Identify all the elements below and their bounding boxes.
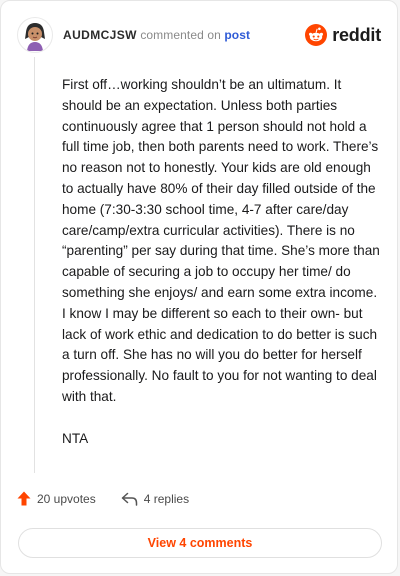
comment-header	[17, 15, 381, 55]
user-avatar-icon[interactable]	[17, 17, 53, 53]
reddit-wordmark: reddit	[332, 24, 381, 45]
upvote-arrow-icon	[17, 491, 31, 506]
comment-body	[62, 75, 382, 471]
replies-button[interactable]	[121, 492, 189, 506]
comment-meta	[63, 28, 250, 42]
comment-paragraph-1: First off…working shouldn’t be an ultimatum. It should be an expectation. Unless both parties continuously agree that 1 person should not hold a full time job, then both parents need to work. There’s no reason not to honestly. Your kids are old enough to actually have 80% of their day filled outside of the home (7:30-3:30 school time, 4-7 after care/day care/camp/extra curricular activities). There is no “parenting” per say during that time. She’s more than capable of securing a job to occupy her time/ do something she enjoys/ and earn some extra income. I know I may be different so each to their own- but lack of work ethic and dedication to do better is such a turn off. She has no will you do better for herself professionally. No fault to you for not wanting to deal with that.	[62, 77, 380, 404]
reddit-logo-icon	[305, 24, 327, 46]
thread-line[interactable]	[34, 57, 35, 473]
commented-on-text: commented on	[140, 28, 221, 42]
post-link[interactable]: post	[224, 28, 251, 42]
comment-paragraph-2: NTA	[62, 430, 89, 446]
upvote-count: 20 upvotes	[37, 491, 96, 506]
reddit-brand[interactable]	[305, 24, 381, 46]
replies-count: 4 replies	[143, 491, 190, 506]
username-link[interactable]: AUDMCJSW	[63, 28, 137, 42]
reply-arrow-icon	[121, 492, 138, 506]
upvote-button[interactable]	[17, 491, 96, 506]
comment-actions	[17, 491, 189, 506]
view-comments-button[interactable]: View 4 comments	[18, 528, 382, 558]
